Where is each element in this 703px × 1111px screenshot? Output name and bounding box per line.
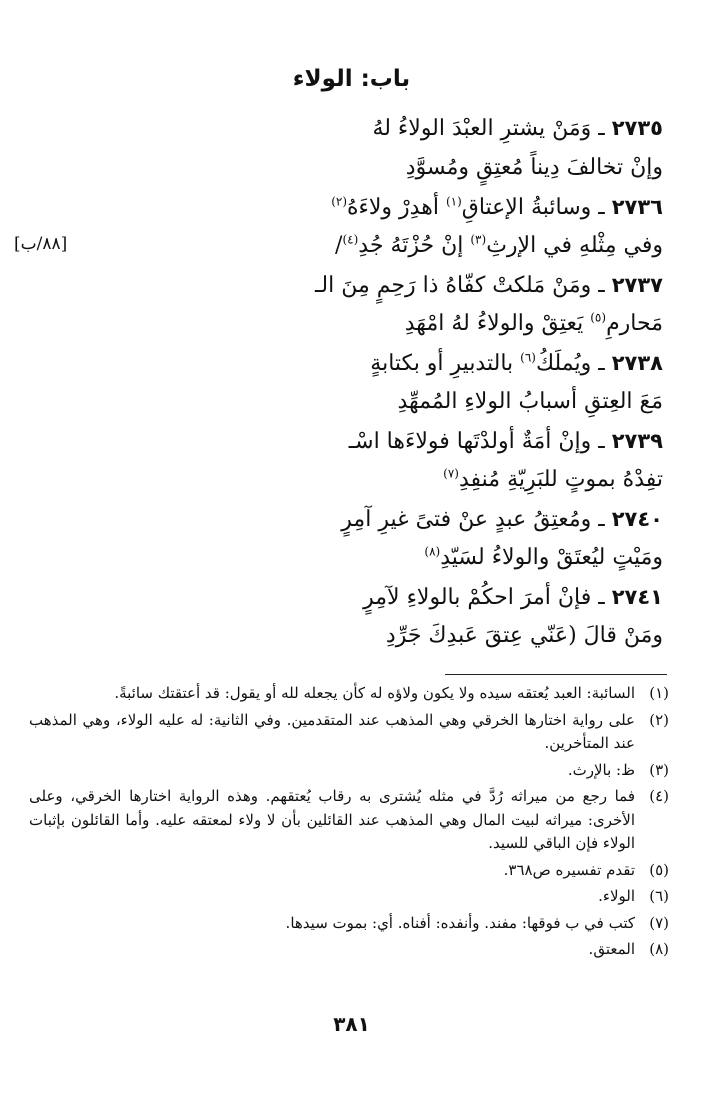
footnote-ref: (٢) <box>331 194 348 209</box>
verse-line <box>363 582 663 613</box>
verse-number: ٢٧٤٠ <box>611 507 663 531</box>
footnote-ref: (٤) <box>342 232 359 247</box>
verse-text: وإنْ تخالفَ دِيناً مُعتِقٍ ومُسوَّدِ <box>405 155 663 180</box>
verse-line <box>386 621 663 651</box>
verse-text: ـ ومُعتِقُ عبدٍ عنْ فتىً غيرِ آمِرٍ <box>341 507 605 532</box>
verse-line <box>315 270 663 301</box>
footnote-ref: (٣) <box>470 232 487 247</box>
footnote-number: (٦) <box>649 887 669 905</box>
footnote-text: فما رجع من ميراثه رُدَّ في مثله يُشترى به رقاب يُعتقهم. وهذه الرواية اختارها الخرقي، وعلى الأخرى: ميراثه لبيت المال وهي المذهب عند القائلين بأن لا ولاء لمعتقه عليه. وأما القائلون بإثبات الولاء فإن الباقي للسيد. <box>29 787 635 852</box>
manuscript-folio-note: [٨٨/ب] <box>14 234 68 254</box>
footnote-ref: (٦) <box>520 350 536 365</box>
verse-text: ـ ويُملَكُ <box>535 351 605 376</box>
footnote-number: (٨) <box>649 940 669 958</box>
footnote-number: (٤) <box>649 787 669 805</box>
footnote <box>29 938 669 962</box>
footnote-number: (٧) <box>649 913 669 932</box>
footnote-text: السائبة: العبد يُعتقه سيده ولا يكون ولاؤه له كأن يجعله لله أو يقول: قد أعتقتك سائبةً. <box>114 684 635 702</box>
footnote-number: (١) <box>649 684 669 702</box>
verse-text: يَعتِقْ والولاءُ لهُ امْهَدِ <box>404 311 591 336</box>
verse-line <box>349 426 663 457</box>
verse-text: تفِدْهُ بموتٍ للبَرِيّةِ مُنفِدِ <box>458 467 663 492</box>
chapter-title: باب: الولاء <box>292 66 411 92</box>
footnote-ref: (١) <box>445 194 462 209</box>
footnotes-section <box>29 682 669 965</box>
verse-line <box>341 504 663 535</box>
verse-text: بالتدبيرِ أو بكتابةٍ <box>370 351 521 376</box>
verse-number: ٢٧٣٥ <box>611 116 663 140</box>
footnote-ref: (٧) <box>443 466 459 481</box>
verse-text: مَحارمِ <box>606 311 663 336</box>
footnote-text: الولاء. <box>598 887 635 905</box>
footnote-text: تقدم تفسيره ص٣٦٨. <box>503 860 635 879</box>
verse-line <box>406 153 663 183</box>
footnote-separator <box>445 674 667 675</box>
verse-number: ٢٧٣٧ <box>611 273 663 297</box>
footnote-number: (٢) <box>649 710 669 729</box>
verse-line <box>372 113 663 144</box>
verse-text: مَعَ العِتقِ أسبابُ الولاءِ المُمهِّدِ <box>397 389 663 414</box>
verse-number: ٢٧٣٦ <box>611 195 663 219</box>
footnote <box>29 859 669 883</box>
footnote-number: (٣) <box>649 760 669 779</box>
verse-text: ـ وَمَنْ يشترِ العبْدَ الولاءُ لهُ <box>372 116 605 141</box>
verse-text: ـ وإنْ أمَةٌ أولدْتَها فولاءَها اسْـ <box>348 429 605 454</box>
page-number: ٣٨١ <box>333 1012 370 1036</box>
verse-text: ومَيْتٍ ليُعتَقْ والولاءُ لسَيّدِ <box>440 545 663 570</box>
verse-line <box>424 543 663 573</box>
footnote <box>29 785 669 856</box>
footnote-text: كتب في ب فوقها: مفند. وأنفده: أفناه. أي: بموت سيدها. <box>285 913 635 932</box>
verse-line <box>398 387 664 417</box>
verse-text: إنْ حُزْتَهُ جُدِ <box>358 233 471 258</box>
verse-line <box>443 465 663 495</box>
verse-line <box>405 309 663 339</box>
footnote <box>29 885 669 909</box>
footnote <box>29 912 669 936</box>
verse-text: أهدِرْ ولاءَهُ <box>347 195 446 220</box>
footnote-ref: (٥) <box>590 310 607 325</box>
footnote <box>29 682 669 706</box>
verse-number: ٢٧٣٩ <box>611 429 663 453</box>
verse-number: ٢٧٣٨ <box>611 351 663 375</box>
verse-line <box>370 348 663 379</box>
footnote <box>29 759 669 783</box>
verse-text: ـ فإنْ أمرَ احكُمْ بالولاءِ لآمِرٍ <box>363 585 605 610</box>
footnote <box>29 709 669 756</box>
footnote-ref: (٨) <box>424 544 441 559</box>
verse-line <box>331 192 663 223</box>
folio-mark: / <box>335 233 343 258</box>
footnote-text: على رواية اختارها الخرقي وهي المذهب عند المتقدمين. وفي الثانية: له عليه الولاء، وهي المذهب عند المتأخرين. <box>29 710 635 752</box>
footnote-number: (٥) <box>649 860 669 879</box>
verse-text: ـ ومَنْ مَلكتْ كفّاهُ ذا رَحِمٍ مِنَ الـ <box>314 273 605 298</box>
verse-text: ومَنْ قالَ (عَنّي عِتقَ عَبدِكَ جَرِّدِ <box>385 623 663 648</box>
verse-number: ٢٧٤١ <box>611 585 663 609</box>
footnote-text: المعتق. <box>588 940 635 958</box>
verse-text: وفي مِثْلهِ في الإرثِ <box>486 233 663 258</box>
verse-text: ـ وسائبةُ الإعتاقِ <box>461 195 605 220</box>
footnote-text: ظ: بالإرث. <box>567 760 635 779</box>
verse-line <box>335 231 663 261</box>
